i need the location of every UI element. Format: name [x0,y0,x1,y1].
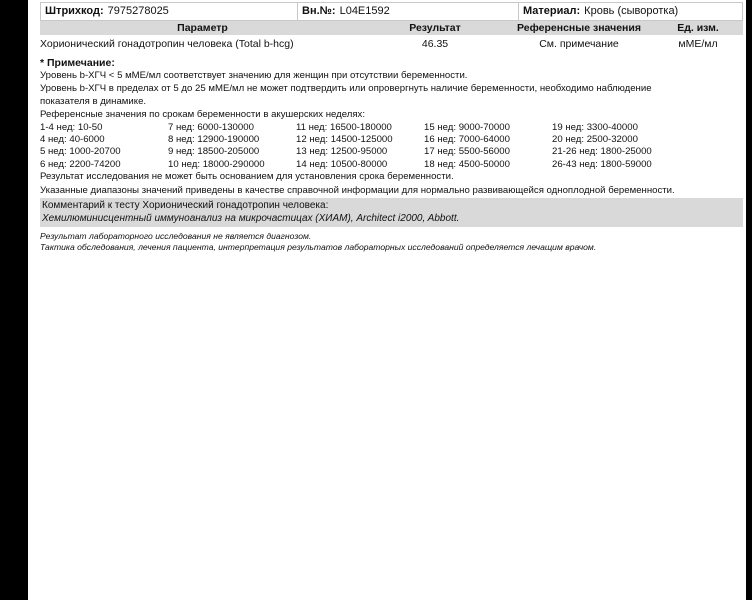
disclaimer-line-2: Тактика обследования, лечения пациента, интерпретация результатов лабораторных исследований определяется лечащим врачом. [40,242,597,253]
document-page [28,0,746,600]
week-range: 9 нед: 18500-205000 [168,146,260,158]
table-row [40,37,743,51]
week-range: 8 нед: 12900-190000 [168,134,260,146]
material-label: Материал: [523,5,581,17]
week-range: 17 нед: 5500-56000 [424,146,510,158]
disclaimer-line-1: Результат лабораторного исследования не является диагнозом. [40,231,312,242]
parameter-cell: Хорионический гонадотропин человека (Total b-hcg) [40,38,294,50]
week-range: 10 нед: 18000-290000 [168,158,265,170]
week-range: 12 нед: 14500-125000 [296,134,393,146]
note-line-3: показателя в динамике. [40,95,147,107]
results-table-header [40,21,743,35]
result-cell: 46.35 [421,38,449,50]
report-content [40,0,743,253]
comment-title: Комментарий к тесту Хорионический гонадотропин человека: [42,200,329,212]
barcode-label: Штрихкод: [45,5,104,17]
internal-number-value: L04E1592 [339,5,390,17]
internal-number-label: Вн.№: [302,5,336,17]
comment-method: Хемилюминисцентный иммуноанализ на микрочастицах (ХИАМ), Architect i2000, Abbott. [42,213,460,225]
note-line-5: Результат исследования не может быть основанием для установления срока беременности. [40,171,454,183]
week-range: 15 нед: 9000-70000 [424,121,510,133]
pregnancy-weeks-grid [40,122,743,172]
week-range: 13 нед: 12500-95000 [296,146,388,158]
note-line-2: Уровень b-ХГЧ в пределах от 5 до 25 мМЕ/мл не может подтвердить или опровергнуть наличие беременности, необходимо наблюдение [40,83,652,95]
material-cell [518,3,742,20]
week-range: 20 нед: 2500-32000 [552,134,638,146]
week-range: 18 нед: 4500-50000 [424,158,510,170]
note-line-6: Указанные диапазоны значений приведены в качестве справочной информации для нормально развивающейся одноплодной беременности. [40,184,675,196]
column-header-unit: Ед. изм. [677,22,719,34]
sample-info-row [40,2,743,21]
unit-cell: мМЕ/мл [678,38,718,50]
internal-number-cell [297,3,518,20]
material-value: Кровь (сыворотка) [584,5,679,17]
barcode-value: 7975278025 [107,5,169,17]
note-line-1: Уровень b-ХГЧ < 5 мМЕ/мл соответствует значению для женщин при отсутствии беременности. [40,70,468,81]
week-range: 6 нед: 2200-74200 [40,158,121,170]
week-range: 7 нед: 6000-130000 [168,121,254,133]
test-comment-block [40,198,743,227]
week-range: 14 нед: 10500-80000 [296,158,388,170]
note-line-4: Референсные значения по срокам беременности в акушерских неделях: [40,109,365,121]
note-title: * Примечание: [40,57,115,69]
week-range: 16 нед: 7000-64000 [424,134,510,146]
barcode-cell [41,3,297,20]
reference-cell: См. примечание [539,38,619,50]
week-range: 11 нед: 16500-180000 [296,121,392,133]
week-range: 5 нед: 1000-20700 [40,146,121,158]
week-range: 4 нед: 40-6000 [40,134,105,146]
column-header-reference: Референсные значения [517,22,641,34]
column-header-parameter: Параметр [177,22,228,34]
disclaimer-block [40,231,743,253]
week-range: 19 нед: 3300-40000 [552,121,638,133]
week-range: 26-43 нед: 1800-59000 [552,158,652,170]
column-header-result: Результат [409,22,461,34]
week-range: 21-26 нед: 1800-25000 [552,146,652,158]
week-range: 1-4 нед: 10-50 [40,121,103,133]
